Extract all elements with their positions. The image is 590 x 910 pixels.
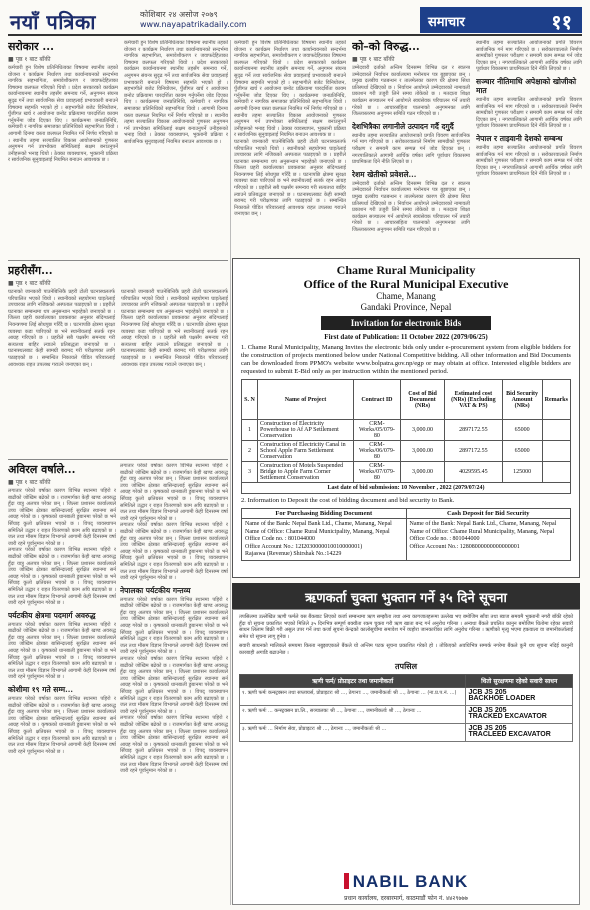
col-header: Estimated cost (NRs) (Excluding VAT & PS): [445, 380, 502, 420]
cell-estimate: 2897172.55: [445, 441, 502, 462]
cell-contract: CRM-Works/07/079-80: [354, 462, 401, 483]
cell-estimate: 4029595.45: [445, 462, 502, 483]
cell-contract: CRM-Works/05/079-80: [354, 420, 401, 441]
cell-vehicle: [466, 705, 573, 723]
bank-address: प्रधान कार्यालय, दरबारमार्ग, काठमाडौं फोन नं. ४४२९७७७: [344, 895, 468, 902]
cell-remarks: [542, 441, 570, 462]
vehicle-type: TRACKED EXCAVATOR: [468, 713, 547, 721]
bank-line: Name of Office: Chame Rural Municipality, Manang, Nepal: [245, 528, 390, 535]
table-row: [242, 462, 571, 483]
article-body: कर्मचारी हुन विशेष प्रतिनिधित्वका विषयमा स्थानीय तहको योजना र कार्यक्रम निर्धारण तथा कार्यान्वयनको सन्दर्भमा नागरिक सहभागिता, समावेशीकरण र जवाफदेहिताका विषयमा छलफल गरिएको थियो । प्रदेश सरकारको कार्यक्रम कार्यान्वयनमा स्थानीय तहसँग समन्वय गर्ने, अनुगमन संयन्त्र सुदृढ गर्ने तथा सार्वजनिक सेवा प्रवाहलाई प्रभावकारी बनाउने विषयमा सहमति भएको हो । सहभागीले बजेट विनियोजन, पुँजीगत खर्च र आयोजना छनोट प्रक्रियामा पारदर्शिता कायम गर्नुपर्नेमा जोड दिएका थिए । कार्यक्रममा जनप्रतिनिधि, कर्मचारी र नागरिक समाजका प्रतिनिधिको सहभागिता थियो । आगामी दिनमा यस्ता छलफल नियमित गर्ने निर्णय गरिएको छ । स्थानीय तहमा सञ्चालित विकास आयोजनाको गुणस्तर अनुगमन गर्न उपभोक्ता समितिलाई सक्षम बनाउनुपर्ने उनीहरूको भनाइ थियो । ठेक्का व्यवस्थापन, भुक्तानी प्रक्रिया र सार्वजनिक सुनुवाइलाई नियमित बनाउन आवश्यक छ ।: [8, 65, 118, 164]
col-header: Name of Project: [258, 380, 354, 420]
vehicle-code: JCB JS 205: [468, 724, 507, 732]
cell-borrower: १. ऋणी फर्मः कन्स्ट्रक्सन तथा सप्लायर्स, प्रोप्राइटरः श्री ..., ठेगानाः ..., जमानीकर्ताः श्री ..., ठेगानाः ... (ना.प्र.प.नं. ...): [240, 687, 466, 705]
article-body: लगातार परेको वर्षाका कारण विभिन्न स्थानमा पहिरो र बाढीको जोखिम बढेको छ । राजमार्गका केही खण्ड अवरुद्ध हुँदा यात्रु अलपत्र परेका छन् । जिल्ला प्रशासन कार्यालयले उच्च जोखिम क्षेत्रका बासिन्दालाई सुरक्षित स्थानमा सर्न आग्रह गरेको छ । कृषकको धानबाली डुबानमा परेको छ भने सिँचाइ कुलो क्षतिग्रस्त भएको छ । विपद् व्यवस्थापन समितिले उद्धार र राहत वितरणको काम अघि बढाएको छ । जल तथा मौसम विज्ञान विभागले आगामी केही दिनसम्म वर्षा जारी रहने पूर्वानुमान गरेको छ ।: [120, 715, 228, 775]
article-rain-cont: [120, 463, 228, 905]
cell-borrower: ३. ऋणी फर्मः ... निर्माण सेवा, प्रोप्राइटरः श्री ..., ठेगानाः ..., जमानीकर्ताः श्री ...: [240, 723, 466, 741]
article-body: स्थानीय तहमा सञ्चालित आयोजनाको प्रगति विवरण सार्वजनिक गर्न माग गरिएको छ । सरोकारवालाले निर्माण सामग्रीको गुणस्तर परीक्षण र समयमै काम सम्पन्न गर्न जोड दिएका छन् । नगरपालिकाले आगामी आर्थिक वर्षका लागि पूर्वाधार विकासमा प्राथमिकता दिने नीति लिएको छ ।: [476, 40, 582, 73]
col-header: Cost of Bid Document (NRs): [400, 380, 444, 420]
table-row-last-date: [242, 483, 571, 494]
article-body: लगातार परेको वर्षाका कारण विभिन्न स्थानमा पहिरो र बाढीको जोखिम बढेको छ । राजमार्गका केही खण्ड अवरुद्ध हुँदा यात्रु अलपत्र परेका छन् । जिल्ला प्रशासन कार्यालयले उच्च जोखिम क्षेत्रका बासिन्दालाई सुरक्षित स्थानमा सर्न आग्रह गरेको छ । कृषकको धानबाली डुबानमा परेको छ भने सिँचाइ कुलो क्षतिग्रस्त भएको छ । विपद् व्यवस्थापन समितिले उद्धार र राहत वितरणको काम अघि बढाएको छ । जल तथा मौसम विज्ञान विभागले आगामी केही दिनसम्म वर्षा जारी रहने पूर्वानुमान गरेको छ ।: [8, 488, 116, 547]
article-body: लगातार परेको वर्षाका कारण विभिन्न स्थानमा पहिरो र बाढीको जोखिम बढेको छ । राजमार्गका केही खण्ड अवरुद्ध हुँदा यात्रु अलपत्र परेका छन् । जिल्ला प्रशासन कार्यालयले उच्च जोखिम क्षेत्रका बासिन्दालाई सुरक्षित स्थानमा सर्न आग्रह गरेको छ । कृषकको धानबाली डुबानमा परेको छ भने सिँचाइ कुलो क्षतिग्रस्त भएको छ । विपद् व्यवस्थापन समितिले उद्धार र राहत वितरणको काम अघि बढाएको छ । जल तथा मौसम विज्ञान विभागले आगामी केही दिनसम्म वर्षा जारी रहने पूर्वानुमान गरेको छ ।: [120, 656, 228, 715]
logo-mark-icon: [344, 873, 349, 889]
tender-table: [241, 379, 571, 494]
tender-table-header: [242, 380, 571, 420]
bank-line: Office Code no. : 801044000: [409, 536, 480, 543]
table-row: [242, 441, 571, 462]
article-headline: को–को विरुद्ध...: [352, 40, 420, 53]
nabil-notice: [232, 609, 580, 905]
cell-doc-cost: 3,000.00: [400, 441, 444, 462]
article-subhead: देशभित्रैका लगानीले उत्पादन गर्दै दगुर्दै: [352, 121, 454, 131]
cash-deposit-box: [407, 508, 572, 561]
notice-body: तपसिलमा उल्लेखित ऋणी फर्मले यस बैंकबाट लिएको कर्जा सम्बन्धमा ऋण सम्झौता तथा अन्य कागजातहरूमा उल्लेख भए बमोजिम साँवा तथा ब्याज समयमै भुक्तानी नगरी बाँकी रहेको हुँदा यो सूचना प्रकाशित भएको मितिले ३५ दिनभित्र सम्पूर्ण बक्यौता रकम चुक्ता गरी ऋण खाता बन्द गर्न अनुरोध गरिन्छ । अन्यथा बैंकले प्रचलित कानुन बमोजिम धितोमा रहेका सवारी साधन लिलाम बिक्री गरी असुल उपर गर्ने तथा कर्जा सूचना केन्द्रको कालोसूचीमा समावेश गर्ने व्यहोरा जानकारीका लागि अनुरोध गरिन्छ । ऋणीको मृत्यु भएमा हकवाला वा जमानीकर्तालाई समेत यो सूचना लागू हुनेछ ।: [239, 614, 573, 640]
table-row: [240, 723, 573, 741]
cell-project: Construction of Motels Suspended Bridge to Apple Farm Corner Settlement Conservation: [258, 462, 354, 483]
bank-line: Name of Office: Chame Rural Municipality, Manang, Nepal: [409, 528, 555, 535]
tender-province: Gandaki Province, Nepal: [360, 302, 452, 312]
tender-paragraph: 2. Information to Deposit the cost of bidding document and bid security to Bank.: [241, 497, 455, 504]
cell-sn: 3: [242, 462, 258, 483]
cell-remarks: [542, 462, 570, 483]
cell-project: Construction of Electricity Powerhouse to Af AP Settlement Conservation: [258, 420, 354, 441]
article-subhead: नेपालका पर्यटकीय गन्तव्य: [120, 585, 191, 595]
cell-doc-cost: 3,000.00: [400, 420, 444, 441]
article-body: स्थानीय तहमा सञ्चालित आयोजनाको प्रगति विवरण सार्वजनिक गर्न माग गरिएको छ । सरोकारवालाले निर्माण सामग्रीको गुणस्तर परीक्षण र समयमै काम सम्पन्न गर्न जोड दिएका छन् । नगरपालिकाले आगामी आर्थिक वर्षका लागि पूर्वाधार विकासमा प्राथमिकता दिने नीति लिएको छ ।: [352, 132, 470, 166]
tender-notice: [232, 258, 580, 578]
bank-name: NABIL BANK: [352, 872, 469, 891]
vehicle-type: BACKHOE LOADER: [468, 695, 536, 703]
vehicle-code: JCB JS 205: [468, 688, 507, 696]
cell-sn: 2: [242, 441, 258, 462]
article-ko-ko: [352, 40, 470, 254]
website-link[interactable]: www.nayapatrikadaily.com: [140, 20, 247, 29]
article-police: [8, 264, 228, 456]
nabil-bank-logo: [233, 872, 579, 892]
bank-line: Rajaswa (Revenue) Shirshak No.:14229: [245, 551, 342, 558]
issue-info: [140, 10, 247, 30]
article-subhead: नेपाल र ताइवानी देशको सम्बन्ध: [476, 133, 563, 143]
article-body: लगातार परेको वर्षाका कारण विभिन्न स्थानमा पहिरो र बाढीको जोखिम बढेको छ । राजमार्गका केही खण्ड अवरुद्ध हुँदा यात्रु अलपत्र परेका छन् । जिल्ला प्रशासन कार्यालयले उच्च जोखिम क्षेत्रका बासिन्दालाई सुरक्षित स्थानमा सर्न आग्रह गरेको छ । कृषकको धानबाली डुबानमा परेको छ भने सिँचाइ कुलो क्षतिग्रस्त भएको छ । विपद् व्यवस्थापन समितिले उद्धार र राहत वितरणको काम अघि बढाएको छ । जल तथा मौसम विज्ञान विभागले आगामी केही दिनसम्म वर्षा जारी रहने पूर्वानुमान गरेको छ ।: [8, 696, 116, 755]
section-title: समाचार: [428, 15, 465, 30]
col-header: ऋणी फर्म/ प्रोप्राइटर तथा जमानीकर्ता: [240, 674, 466, 687]
article-byline: ■ पृष्ठ १ बाट बाँकी: [8, 280, 51, 287]
notice-schedule-title: तपसिल: [394, 661, 417, 671]
article-body: घटनाको जानकारी पाउनेबित्तिकै प्रहरी टोली घटनास्थलतर्फ परिचालित भएको थियो । स्थानीयको सहयोगमा घाइतेलाई उपचारका लागि नजिकको अस्पताल पठाइएको छ । प्रहरीले घटनाका सम्बन्धमा थप अनुसन्धान भइरहेको जनाएको छ । जिल्ला प्रहरी कार्यालयका प्रवक्ताका अनुसार संदिग्धलाई नियन्त्रणमा लिई सोधपुछ गरिँदै छ । घटनापछि क्षेत्रमा सुरक्षा व्यवस्था कडा पारिएको छ भने स्थानीयलाई सतर्क रहन आग्रह गरिएको छ । प्रहरीले सबै पक्षसँग समन्वय गरी सत्यतथ्य बाहिर ल्याउने प्रतिबद्धता जनाएको छ । घटनास्थलबाट केही सामग्री बरामद गरी परीक्षणका लागि पठाइएको छ । सम्बन्धित निकायले पीडित परिवारलाई आवश्यक राहत उपलब्ध गराउने जनाएका छन् ।: [121, 289, 228, 368]
vehicle-type: TRACLEED EXCAVATOR: [468, 731, 551, 739]
article-subhead: सञ्चार नीतिमाथि अपेक्षाको खोजीको मात: [476, 76, 577, 95]
notice-table: [239, 674, 573, 742]
article-headline: सरोकार ...: [8, 40, 54, 53]
bank-line: Office Account No.: 12808000000000000001: [409, 543, 520, 550]
article-byline: ■ पृष्ठ १ बाट बाँकी: [352, 56, 395, 63]
cell-doc-cost: 3,000.00: [400, 462, 444, 483]
article-sarokar-cont: [124, 40, 228, 258]
article-body: लगातार परेको वर्षाका कारण विभिन्न स्थानमा पहिरो र बाढीको जोखिम बढेको छ । राजमार्गका केही खण्ड अवरुद्ध हुँदा यात्रु अलपत्र परेका छन् । जिल्ला प्रशासन कार्यालयले उच्च जोखिम क्षेत्रका बासिन्दालाई सुरक्षित स्थानमा सर्न आग्रह गरेको छ । कृषकको धानबाली डुबानमा परेको छ भने सिँचाइ कुलो क्षतिग्रस्त भएको छ । विपद् व्यवस्थापन समितिले उद्धार र राहत वितरणको काम अघि बढाएको छ । जल तथा मौसम विज्ञान विभागले आगामी केही दिनसम्म वर्षा जारी रहने पूर्वानुमान गरेको छ ।: [120, 522, 228, 582]
cell-security: 125000: [502, 462, 542, 483]
article-byline: ■ पृष्ठ १ बाट बाँकी: [8, 479, 51, 486]
page-number: ११: [551, 10, 572, 34]
cell-vehicle: [466, 687, 573, 705]
tender-office: Office of the Rural Municipal Executive: [303, 277, 509, 291]
bank-line: Name of the Bank: Nepal Bank Ltd., Chame, Manang, Nepal: [409, 521, 557, 528]
article-headline: अविरल वर्षाले...: [8, 463, 76, 476]
cell-remarks: [542, 420, 570, 441]
article-body: लगातार परेको वर्षाका कारण विभिन्न स्थानमा पहिरो र बाढीको जोखिम बढेको छ । राजमार्गका केही खण्ड अवरुद्ध हुँदा यात्रु अलपत्र परेका छन् । जिल्ला प्रशासन कार्यालयले उच्च जोखिम क्षेत्रका बासिन्दालाई सुरक्षित स्थानमा सर्न आग्रह गरेको छ । कृषकको धानबाली डुबानमा परेको छ भने सिँचाइ कुलो क्षतिग्रस्त भएको छ । विपद् व्यवस्थापन समितिले उद्धार र राहत वितरणको काम अघि बढाएको छ । जल तथा मौसम विज्ञान विभागले आगामी केही दिनसम्म वर्षा जारी रहने पूर्वानुमान गरेको छ ।: [120, 463, 228, 522]
column-divider: [230, 40, 231, 905]
cell-estimate: 2897172.55: [445, 420, 502, 441]
cell-borrower: २. ऋणी फर्मः ... कन्स्ट्रक्सन प्रा.लि., सञ्चालकः श्री ..., ठेगानाः ..., जमानीकर्ताः श्री ..., ठेगानाः ...: [240, 705, 466, 723]
divider: [8, 459, 228, 460]
col-header: धितो सुरक्षणमा रहेको सवारी साधन: [466, 674, 573, 687]
tender-title: Chame Rural Municipality: [336, 263, 476, 277]
cell-security: 65000: [502, 420, 542, 441]
article-byline: ■ पृष्ठ १ बाट बाँकी: [8, 56, 51, 63]
article-body: घटनाको जानकारी पाउनेबित्तिकै प्रहरी टोली घटनास्थलतर्फ परिचालित भएको थियो । स्थानीयको सहयोगमा घाइतेलाई उपचारका लागि नजिकको अस्पताल पठाइएको छ । प्रहरीले घटनाका सम्बन्धमा थप अनुसन्धान भइरहेको जनाएको छ । जिल्ला प्रहरी कार्यालयका प्रवक्ताका अनुसार संदिग्धलाई नियन्त्रणमा लिई सोधपुछ गरिँदै छ । घटनापछि क्षेत्रमा सुरक्षा व्यवस्था कडा पारिएको छ भने स्थानीयलाई सतर्क रहन आग्रह गरिएको छ । प्रहरीले सबै पक्षसँग समन्वय गरी सत्यतथ्य बाहिर ल्याउने प्रतिबद्धता जनाएको छ । घटनास्थलबाट केही सामग्री बरामद गरी परीक्षणका लागि पठाइएको छ । सम्बन्धित निकायले पीडित परिवारलाई आवश्यक राहत उपलब्ध गराउने जनाएका छन् ।: [234, 138, 346, 218]
cash-deposit-head: Cash Deposit for Bid Security: [407, 509, 571, 519]
doc-purchase-head: For Purchasing Bidding Document: [242, 509, 406, 519]
article-body: उम्मेदवारी दर्ताको अन्तिम दिनसम्म विभिन्न दल र स्वतन्त्र उम्मेदवारले निर्वाचन कार्यालयमा मनोनयन पत्र बुझाएका छन् । प्रमुख दलबीच गठबन्धन र तालमेलका कारण धेरै क्षेत्रमा सिधा प्रतिस्पर्धा देखिएको छ । निर्वाचन आयोगले उम्मेदवारको नामावली प्रकाशन गरी उजुरी लिने समय तोकेको छ । मतदाता शिक्षा कार्यक्रम सञ्चालन गर्न आयोगले स्वयंसेवक परिचालन गर्ने तयारी गरेको छ । आचारसंहिता पालनाको अनुगमनका लागि जिल्लास्तरमा अनुगमन समिति गठन गरिएको छ ।: [352, 65, 470, 118]
bank-line: Office Account No.: 12I2030000010010000001): [245, 543, 363, 550]
article-headline: प्रहरीसँग...: [8, 264, 53, 277]
tender-invitation-banner: Invitation for electronic Bids: [321, 316, 491, 330]
article-body: लगातार परेको वर्षाका कारण विभिन्न स्थानमा पहिरो र बाढीको जोखिम बढेको छ । राजमार्गका केही खण्ड अवरुद्ध हुँदा यात्रु अलपत्र परेका छन् । जिल्ला प्रशासन कार्यालयले उच्च जोखिम क्षेत्रका बासिन्दालाई सुरक्षित स्थानमा सर्न आग्रह गरेको छ । कृषकको धानबाली डुबानमा परेको छ भने सिँचाइ कुलो क्षतिग्रस्त भएको छ । विपद् व्यवस्थापन समितिले उद्धार र राहत वितरणको काम अघि बढाएको छ । जल तथा मौसम विज्ञान विभागले आगामी केही दिनसम्म वर्षा जारी रहने पूर्वानुमान गरेको छ ।: [8, 621, 116, 681]
col-header: Contract ID: [354, 380, 401, 420]
article-col-c: [476, 40, 582, 254]
article-col-a: [234, 40, 346, 254]
cell-security: 65000: [502, 441, 542, 462]
col-header: Bid Security Amount (NRs): [502, 380, 542, 420]
article-rain: [8, 463, 116, 905]
article-subhead: पर्यटकीय क्षेत्रमा पदमार्ग अवरुद्ध: [8, 610, 96, 620]
doc-purchase-box: [241, 508, 407, 561]
article-body: घटनाको जानकारी पाउनेबित्तिकै प्रहरी टोली घटनास्थलतर्फ परिचालित भएको थियो । स्थानीयको सहयोगमा घाइतेलाई उपचारका लागि नजिकको अस्पताल पठाइएको छ । प्रहरीले घटनाका सम्बन्धमा थप अनुसन्धान भइरहेको जनाएको छ । जिल्ला प्रहरी कार्यालयका प्रवक्ताका अनुसार संदिग्धलाई नियन्त्रणमा लिई सोधपुछ गरिँदै छ । घटनापछि क्षेत्रमा सुरक्षा व्यवस्था कडा पारिएको छ भने स्थानीयलाई सतर्क रहन आग्रह गरिएको छ । प्रहरीले सबै पक्षसँग समन्वय गरी सत्यतथ्य बाहिर ल्याउने प्रतिबद्धता जनाएको छ । घटनास्थलबाट केही सामग्री बरामद गरी परीक्षणका लागि पठाइएको छ । सम्बन्धित निकायले पीडित परिवारलाई आवश्यक राहत उपलब्ध गराउने जनाएका छन् ।: [8, 289, 115, 368]
divider: [8, 260, 228, 261]
article-body: स्थानीय तहमा सञ्चालित आयोजनाको प्रगति विवरण सार्वजनिक गर्न माग गरिएको छ । सरोकारवालाले निर्माण सामग्रीको गुणस्तर परीक्षण र समयमै काम सम्पन्न गर्न जोड दिएका छन् । नगरपालिकाले आगामी आर्थिक वर्षका लागि पूर्वाधार विकासमा प्राथमिकता दिने नीति लिएको छ ।: [476, 144, 582, 178]
article-body: स्थानीय तहमा सञ्चालित आयोजनाको प्रगति विवरण सार्वजनिक गर्न माग गरिएको छ । सरोकारवालाले निर्माण सामग्रीको गुणस्तर परीक्षण र समयमै काम सम्पन्न गर्न जोड दिएका छन् । नगरपालिकाले आगामी आर्थिक वर्षका लागि पूर्वाधार विकासमा प्राथमिकता दिने नीति लिएको छ ।: [476, 96, 582, 130]
tender-paragraph: 1. Chame Rural Municipality, Manang Invites the electronic bids only under e-procurement system from eligible bidders for the construction of projects mentioned below under National Competitive bidding. All other information and Bid Documents can be downloaded from PPMO's website www.bolpatra.gov.np/egp or may obtain at office. Interested eligible bidders are requested to submit E-Bid only as per instruction within the mentioned period.: [241, 344, 571, 375]
article-sarokar: [8, 40, 118, 258]
notice-body: सवारी साधनको मालिकले समयमा किस्ता नबुझाएकाले बैंकले यो अन्तिम पटक सूचना प्रकाशित गरेको हो । तोकिएको अवधिभित्र सम्पर्क नगरेमा बैंकले कुनै थप सूचना नदिई कानुनी कारबाही अगाडि बढाउनेछ ।: [239, 643, 573, 656]
issue-date: कोशिबार २४ असोज २०७९: [140, 10, 218, 19]
bank-line: Office Code no. : 801044000: [245, 536, 316, 543]
cell-vehicle: [466, 723, 573, 741]
article-body: लगातार परेको वर्षाका कारण विभिन्न स्थानमा पहिरो र बाढीको जोखिम बढेको छ । राजमार्गका केही खण्ड अवरुद्ध हुँदा यात्रु अलपत्र परेका छन् । जिल्ला प्रशासन कार्यालयले उच्च जोखिम क्षेत्रका बासिन्दालाई सुरक्षित स्थानमा सर्न आग्रह गरेको छ । कृषकको धानबाली डुबानमा परेको छ भने सिँचाइ कुलो क्षतिग्रस्त भएको छ । विपद् व्यवस्थापन समितिले उद्धार र राहत वितरणको काम अघि बढाएको छ । जल तथा मौसम विज्ञान विभागले आगामी केही दिनसम्म वर्षा जारी रहने पूर्वानुमान गरेको छ ।: [120, 596, 228, 656]
col-header: S. N: [242, 380, 258, 420]
vehicle-code: JCB JS 205: [468, 706, 507, 714]
tender-address: Chame, Manang: [376, 291, 436, 301]
notice-title: ऋणकर्ता चुक्ता भुक्तान गर्ने ३५ दिने सूचना: [305, 591, 507, 606]
masthead: [8, 6, 582, 36]
article-body: कर्मचारी हुन विशेष प्रतिनिधित्वका विषयमा स्थानीय तहको योजना र कार्यक्रम निर्धारण तथा कार्यान्वयनको सन्दर्भमा नागरिक सहभागिता, समावेशीकरण र जवाफदेहिताका विषयमा छलफल गरिएको थियो । प्रदेश सरकारको कार्यक्रम कार्यान्वयनमा स्थानीय तहसँग समन्वय गर्ने, अनुगमन संयन्त्र सुदृढ गर्ने तथा सार्वजनिक सेवा प्रवाहलाई प्रभावकारी बनाउने विषयमा सहमति भएको हो । सहभागीले बजेट विनियोजन, पुँजीगत खर्च र आयोजना छनोट प्रक्रियामा पारदर्शिता कायम गर्नुपर्नेमा जोड दिएका थिए । कार्यक्रममा जनप्रतिनिधि, कर्मचारी र नागरिक समाजका प्रतिनिधिको सहभागिता थियो । आगामी दिनमा यस्ता छलफल नियमित गर्ने निर्णय गरिएको छ । स्थानीय तहमा सञ्चालित विकास आयोजनाको गुणस्तर अनुगमन गर्न उपभोक्ता समितिलाई सक्षम बनाउनुपर्ने उनीहरूको भनाइ थियो । ठेक्का व्यवस्थापन, भुक्तानी प्रक्रिया र सार्वजनिक सुनुवाइलाई नियमित बनाउन आवश्यक छ ।: [124, 40, 228, 145]
article-body: कर्मचारी हुन विशेष प्रतिनिधित्वका विषयमा स्थानीय तहको योजना र कार्यक्रम निर्धारण तथा कार्यान्वयनको सन्दर्भमा नागरिक सहभागिता, समावेशीकरण र जवाफदेहिताका विषयमा छलफल गरिएको थियो । प्रदेश सरकारको कार्यक्रम कार्यान्वयनमा स्थानीय तहसँग समन्वय गर्ने, अनुगमन संयन्त्र सुदृढ गर्ने तथा सार्वजनिक सेवा प्रवाहलाई प्रभावकारी बनाउने विषयमा सहमति भएको हो । सहभागीले बजेट विनियोजन, पुँजीगत खर्च र आयोजना छनोट प्रक्रियामा पारदर्शिता कायम गर्नुपर्नेमा जोड दिएका थिए । कार्यक्रममा जनप्रतिनिधि, कर्मचारी र नागरिक समाजका प्रतिनिधिको सहभागिता थियो । आगामी दिनमा यस्ता छलफल नियमित गर्ने निर्णय गरिएको छ । स्थानीय तहमा सञ्चालित विकास आयोजनाको गुणस्तर अनुगमन गर्न उपभोक्ता समितिलाई सक्षम बनाउनुपर्ने उनीहरूको भनाइ थियो । ठेक्का व्यवस्थापन, भुक्तानी प्रक्रिया र सार्वजनिक सुनुवाइलाई नियमित बनाउन आवश्यक छ ।: [234, 40, 346, 139]
bank-info: [241, 508, 571, 561]
table-row: [240, 687, 573, 705]
cell-project: Construction of Electricity Canal in School Apple Farm Settlement Conservation: [258, 441, 354, 462]
cell-sn: 1: [242, 420, 258, 441]
notice-title-bar: [232, 583, 580, 609]
article-body: लगातार परेको वर्षाका कारण विभिन्न स्थानमा पहिरो र बाढीको जोखिम बढेको छ । राजमार्गका केही खण्ड अवरुद्ध हुँदा यात्रु अलपत्र परेका छन् । जिल्ला प्रशासन कार्यालयले उच्च जोखिम क्षेत्रका बासिन्दालाई सुरक्षित स्थानमा सर्न आग्रह गरेको छ । कृषकको धानबाली डुबानमा परेको छ भने सिँचाइ कुलो क्षतिग्रस्त भएको छ । विपद् व्यवस्थापन समितिले उद्धार र राहत वितरणको काम अघि बढाएको छ । जल तथा मौसम विज्ञान विभागले आगामी केही दिनसम्म वर्षा जारी रहने पूर्वानुमान गरेको छ ।: [8, 547, 116, 607]
col-header: Remarks: [542, 380, 570, 420]
last-date: Last date of bid submission: 10 November , 2022 (2079/07/24): [242, 483, 571, 494]
table-row: [242, 420, 571, 441]
tender-publication-date: First date of Publication: 11 October 2022 (2079/06/25): [324, 333, 488, 341]
article-subhead: रेशम खेतीको प्रवेशले...: [352, 169, 417, 179]
table-row: [240, 705, 573, 723]
cell-contract: CRM-Works/06/079-80: [354, 441, 401, 462]
article-body: उम्मेदवारी दर्ताको अन्तिम दिनसम्म विभिन्न दल र स्वतन्त्र उम्मेदवारले निर्वाचन कार्यालयमा मनोनयन पत्र बुझाएका छन् । प्रमुख दलबीच गठबन्धन र तालमेलका कारण धेरै क्षेत्रमा सिधा प्रतिस्पर्धा देखिएको छ । निर्वाचन आयोगले उम्मेदवारको नामावली प्रकाशन गरी उजुरी लिने समय तोकेको छ । मतदाता शिक्षा कार्यक्रम सञ्चालन गर्न आयोगले स्वयंसेवक परिचालन गर्ने तयारी गरेको छ । आचारसंहिता पालनाको अनुगमनका लागि जिल्लास्तरमा अनुगमन समिति गठन गरिएको छ ।: [352, 180, 470, 233]
newspaper-logo: नयाँ पत्रिका: [10, 10, 96, 34]
section-band: [420, 7, 582, 33]
article-subhead: कोशीमा १९ गते सम्म...: [8, 685, 73, 695]
bank-line: Name of the Bank: Nepal Bank Ltd., Chame, Manang, Nepal: [245, 521, 392, 528]
notice-table-header: [240, 674, 573, 687]
